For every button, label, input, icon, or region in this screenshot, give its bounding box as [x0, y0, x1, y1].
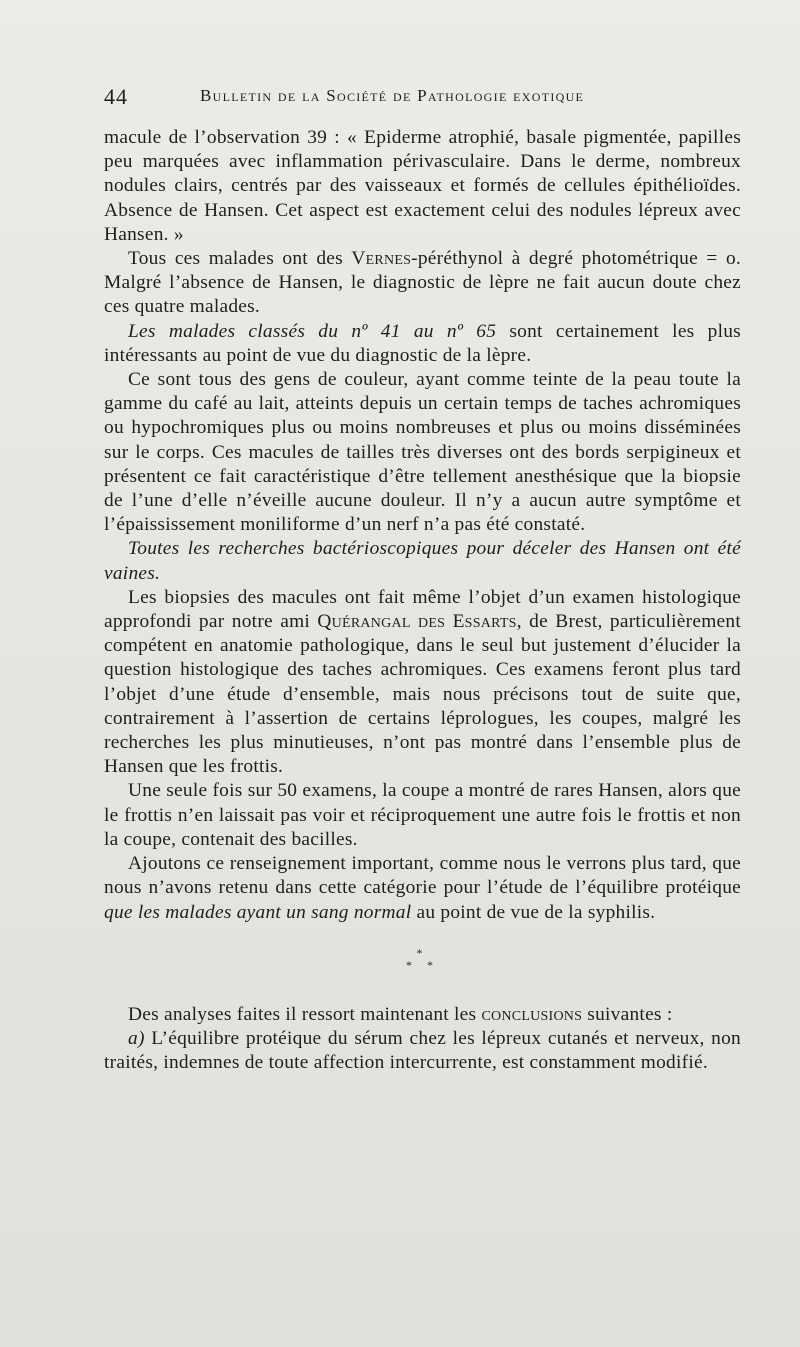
- author-name-vernes: Vernes: [351, 248, 412, 270]
- running-title: Bulletin de la Société de Pathologie exotique: [200, 86, 585, 105]
- paragraph-une-seule-fois: Une seule fois sur 50 examens, la coupe a montré de rares Hansen, alors que le frottis n’en laissait pas voir et réciproquement une autre fois le frottis et non la coupe, contenait des bacilles.: [104, 780, 741, 850]
- page-header: [104, 84, 744, 114]
- paragraph-recherches-vaines: Toutes les recherches bactérioscopiques pour déceler des Hansen ont été vaines.: [104, 538, 741, 584]
- text-run: , de Brest, particulièrement compétent en anatomie pathologique, dans le seul but justement d’élucider la question histologique des taches achromiques. Ces examens feront plus tard l’objet d’une étude d’ensemble, mais nous précisons tout de suite que, contrairement à l’assertion de certains léprologues, les coupes, malgré les recherches les plus minutieuses, n’ont pas montré dans l’ensemble plus de Hansen que les frottis.: [104, 611, 741, 778]
- text-run: sont certainement les plus intéressants au point de vue du diagnostic de la lèpre.: [104, 320, 741, 366]
- text-run: Ajoutons ce renseignement important, comme nous le verrons plus tard, que nous n’avons retenu dans cette catégorie pour l’étude de l’équilibre protéique: [104, 853, 741, 899]
- italic-phrase: que les malades ayant un sang normal: [104, 901, 412, 923]
- text-run: Des analyses faites il ressort maintenant les: [128, 1003, 482, 1025]
- asterism-separator: [104, 947, 741, 971]
- text-run: Les biopsies des macules ont fait même l’objet d’un examen histologique approfondi par notre ami: [104, 586, 741, 633]
- asterism-top: *: [416, 945, 429, 960]
- paragraph-ajoutons: [104, 852, 741, 925]
- paragraph-conclusions-intro: [104, 1003, 741, 1027]
- paragraph-conclusion-a: [104, 1027, 741, 1075]
- asterism-bottom: * *: [406, 957, 439, 972]
- paragraph-malades-classes: [104, 320, 741, 368]
- italic-phrase: Les malades classés du nº 41 au nº 65: [128, 320, 497, 342]
- small-caps-word: conclusions: [481, 1003, 583, 1025]
- body-text: [104, 126, 741, 1075]
- text-run: suivantes :: [582, 1003, 673, 1025]
- paragraph-vernes: [104, 247, 741, 320]
- paragraph-gens-de-couleur: Ce sont tous des gens de couleur, ayant comme teinte de la peau toute la gamme du café au lait, atteints depuis un certain temps de taches achromiques ou hypochromiques plus ou moins nombreuses et plus ou moins disséminées sur le corps. Ces macules de tailles très diverses ont des bords serpigineux et présentent ce fait caractéristique d’être tellement anesthésique que la biopsie de l’une d’elle n’éveille aucune douleur. Il n’y a aucun autre symptôme et l’épaississement moniliforme d’un nerf n’a pas été constaté.: [104, 369, 741, 536]
- paragraph-observation-quote: macule de l’observation 39 : « Epiderme atrophié, basale pigmentée, papilles peu marquées avec inflammation périvasculaire. Dans le derme, nombreux nodules clairs, centrés par des vaisseaux et formés de cellules épithélioïdes. Absence de Hansen. Cet aspect est exactement celui des nodules lépreux avec Hansen. »: [104, 127, 741, 245]
- text-run: Tous ces malades ont des: [128, 248, 352, 270]
- page-number: 44: [104, 84, 128, 109]
- author-name-querangal: Quérangal des Essarts: [317, 611, 517, 633]
- list-label: a): [128, 1027, 145, 1049]
- text-run: -péréthynol à degré photométrique = o. Malgré l’absence de Hansen, le diagnostic de lèpre ne fait aucun doute chez ces quatre malades.: [104, 248, 741, 318]
- paragraph-biopsies: [104, 586, 741, 780]
- text-run: au point de vue de la syphilis.: [411, 901, 656, 923]
- text-run: L’équilibre protéique du sérum chez les lépreux cutanés et nerveux, non traités, indemnes de toute affection intercurrente, est constamment modifié.: [104, 1027, 741, 1074]
